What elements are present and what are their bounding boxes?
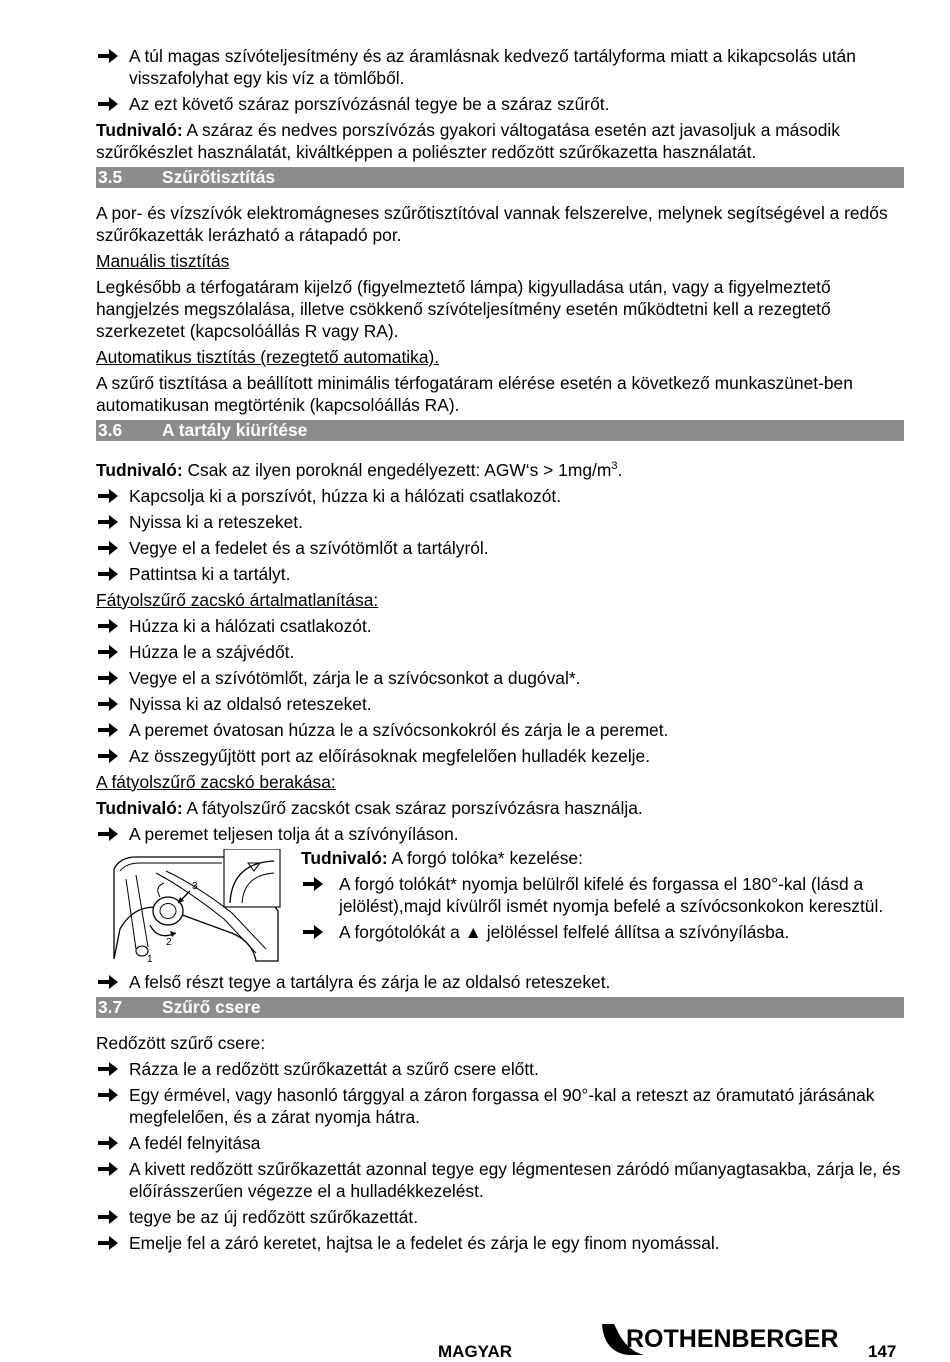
step-text: Vegye el a szívótömlőt, zárja le a szívócsonkot a dugóval*. xyxy=(129,667,581,688)
rotary-slider-illustration xyxy=(106,849,281,967)
step-text: Húzza ki a hálózati csatlakozót. xyxy=(129,615,372,636)
logo-text: ROTHENBERGER xyxy=(626,1325,839,1353)
list-item xyxy=(96,485,904,507)
arrow-bullet-icon xyxy=(98,49,118,63)
subheading-insert-bag: A fátyolszűrő zacskó berakása: xyxy=(96,771,336,792)
step-text: Emelje fel a záró keretet, hajtsa le a fedelet és zárja le egy finom nyomással. xyxy=(129,1232,720,1253)
note-label: Tudnivaló: xyxy=(96,797,183,818)
arrow-bullet-icon xyxy=(98,645,118,659)
arrow-bullet-icon xyxy=(98,697,118,711)
paragraph: Legkésőbb a térfogatáram kijelző (figyelmeztető lámpa) kigyulladása után, vagy a figyelmeztető hangjelzés megszólalása, illetve csökkenő szívóteljesítmény esetén működtetni kell a rezegtető szerkezetet (kapcsolóállás R vagy RA). xyxy=(96,277,831,341)
section-number: 3.7 xyxy=(98,996,123,1017)
step-text: Nyissa ki az oldalsó reteszeket. xyxy=(129,693,372,714)
note-label: Tudnivaló: xyxy=(301,847,388,868)
step-text: A forgó tolókát* nyomja belülről kifelé és forgassa el 180°-kal (lásd a jelölést),majd kívülről ismét nyomja befelé a szívócsonkokon keresztül. xyxy=(339,873,884,916)
arrow-bullet-icon xyxy=(98,671,118,685)
list-item xyxy=(301,873,904,917)
list-item xyxy=(96,93,904,115)
note-text: A száraz és nedves porszívózás gyakori váltogatása esetén azt javasoljuk a második szűrőkészlet használatát, kiváltképpen a poliészter redőzött szűrőkazetta használatát. xyxy=(96,120,840,162)
list-item xyxy=(96,1132,904,1154)
list-item xyxy=(96,1232,904,1254)
note-end: . xyxy=(617,459,623,480)
list-item xyxy=(96,615,904,637)
list-item xyxy=(96,693,904,715)
rothenberger-logo xyxy=(600,1322,850,1358)
figure-label-3: 3 xyxy=(192,880,198,892)
footer-language: MAGYAR xyxy=(438,1342,512,1361)
list-item xyxy=(96,563,904,585)
list-item xyxy=(96,45,904,89)
step-text: A kivett redőzött szűrőkazettát azonnal tegye egy légmentesen záródó műanyagtasakba, zárja le, és előírásszerűen végezze el a hulladékkezelést. xyxy=(129,1158,901,1201)
arrow-bullet-icon xyxy=(98,1088,118,1102)
figure-label-2: 2 xyxy=(166,936,172,948)
arrow-bullet-icon xyxy=(98,749,118,763)
arrow-bullet-icon xyxy=(98,1210,118,1224)
list-item xyxy=(96,641,904,663)
arrow-bullet-icon xyxy=(303,925,323,939)
note-paragraph xyxy=(301,847,904,869)
note-text: A fátyolszűrő zacskót csak száraz porszívózásra használja. xyxy=(182,797,643,818)
section-number: 3.5 xyxy=(98,167,123,187)
list-item xyxy=(96,1058,904,1080)
step-text: tegye be az új redőzött szűrőkazettát. xyxy=(129,1206,419,1227)
intro-bullet-2: Az ezt követő száraz porszívózásnál tegye be a száraz szűrőt. xyxy=(129,94,610,114)
paragraph: A por- és vízszívók elektromágneses szűrőtisztítóval vannak felszerelve, melynek segítségével a redős szűrőkazetták lerázható a rátapadó por. xyxy=(96,203,888,245)
step-text: Egy érmével, vagy hasonló tárggyal a záron forgassa el 90°-kal a reteszt az óramutató járásának megfelelően, és a zárat nyomja hátra. xyxy=(129,1084,875,1127)
subheading-manual-cleaning: Manuális tisztítás xyxy=(96,251,230,271)
arrow-bullet-icon xyxy=(98,1136,118,1150)
figure-with-notes xyxy=(96,849,904,967)
list-item xyxy=(96,823,904,845)
arrow-bullet-icon xyxy=(303,877,323,891)
step-text: A peremet teljesen tolja át a szívónyíláson. xyxy=(129,823,459,844)
arrow-bullet-icon xyxy=(98,515,118,529)
arrow-bullet-icon xyxy=(98,97,118,111)
arrow-bullet-icon xyxy=(98,541,118,555)
note-paragraph xyxy=(96,455,904,481)
note-text: Csak az ilyen poroknál engedélyezett: AGW‘s > 1mg/m xyxy=(182,459,612,480)
intro-bullet-1: A túl magas szívóteljesítmény és az áramlásnak kedvező tartályforma miatt a kikapcsolás után visszafolyhat egy kis víz a tömlőből. xyxy=(129,46,856,88)
step-text: Pattintsa ki a tartályt. xyxy=(129,563,291,584)
list-item xyxy=(96,537,904,559)
arrow-bullet-icon xyxy=(98,567,118,581)
list-item xyxy=(96,1084,904,1128)
note-label: Tudnivaló: xyxy=(96,120,183,140)
page-number: 147 xyxy=(868,1342,897,1361)
subheading-dispose-bag: Fátyolszűrő zacskó ártalmatlanítása: xyxy=(96,589,379,610)
list-item xyxy=(96,511,904,533)
arrow-bullet-icon xyxy=(98,1162,118,1176)
step-text: Vegye el a fedelet és a szívótömlőt a tartályról. xyxy=(129,537,489,558)
section-title: A tartály kiürítése xyxy=(162,420,308,440)
note-label: Tudnivaló: xyxy=(96,459,183,480)
arrow-bullet-icon xyxy=(98,975,118,989)
list-item xyxy=(301,921,904,943)
paragraph: A szűrő tisztítása a beállított minimális térfogatáram elérése esetén a következő munkaszünet-ben automatikusan megtörténik (kapcsolóállás RA). xyxy=(96,373,853,415)
paragraph: Redőzött szűrő csere: xyxy=(96,1032,266,1053)
list-item xyxy=(96,971,904,993)
list-item xyxy=(96,719,904,741)
section-heading-3-6 xyxy=(96,420,904,441)
section-heading-3-7 xyxy=(96,997,904,1018)
step-text: Az összegyűjtött port az előírásoknak megfelelően hulladék kezelje. xyxy=(129,745,651,766)
step-text: A felső részt tegye a tartályra és zárja le az oldalsó reteszeket. xyxy=(129,971,611,992)
arrow-bullet-icon xyxy=(98,619,118,633)
figure-label-1: 1 xyxy=(147,953,153,965)
arrow-bullet-icon xyxy=(98,827,118,841)
list-item xyxy=(96,745,904,767)
document-body xyxy=(96,45,904,1258)
note-text: A forgó tolóka* kezelése: xyxy=(387,847,583,868)
note-paragraph xyxy=(96,797,904,819)
section-title: Szűrőtisztítás xyxy=(162,167,276,187)
note-superscript: 3 xyxy=(611,460,618,472)
arrow-bullet-icon xyxy=(98,1236,118,1250)
arrow-bullet-icon xyxy=(98,723,118,737)
subheading-auto-cleaning: Automatikus tisztítás (rezegtető automatika). xyxy=(96,347,440,367)
arrow-bullet-icon xyxy=(98,489,118,503)
list-item xyxy=(96,1206,904,1228)
step-text: A fedél felnyitása xyxy=(129,1132,261,1153)
figure-notes xyxy=(301,847,904,947)
step-text: Nyissa ki a reteszeket. xyxy=(129,511,303,532)
step-text: Kapcsolja ki a porszívót, húzza ki a hálózati csatlakozót. xyxy=(129,485,562,506)
list-item xyxy=(96,667,904,689)
step-text: Rázza le a redőzött szűrőkazettát a szűrő csere előtt. xyxy=(129,1058,539,1079)
section-number: 3.6 xyxy=(98,420,123,440)
arrow-bullet-icon xyxy=(98,1062,118,1076)
step-text: A forgótolókát a ▲ jelöléssel felfelé állítsa a szívónyílásba. xyxy=(339,921,790,942)
step-text: Húzza le a szájvédőt. xyxy=(129,641,295,662)
intro-note xyxy=(96,119,904,163)
section-heading-3-5 xyxy=(96,167,904,188)
list-item xyxy=(96,1158,904,1202)
section-title: Szűrő csere xyxy=(162,996,261,1017)
step-text: A peremet óvatosan húzza le a szívócsonkokról és zárja le a peremet. xyxy=(129,719,669,740)
